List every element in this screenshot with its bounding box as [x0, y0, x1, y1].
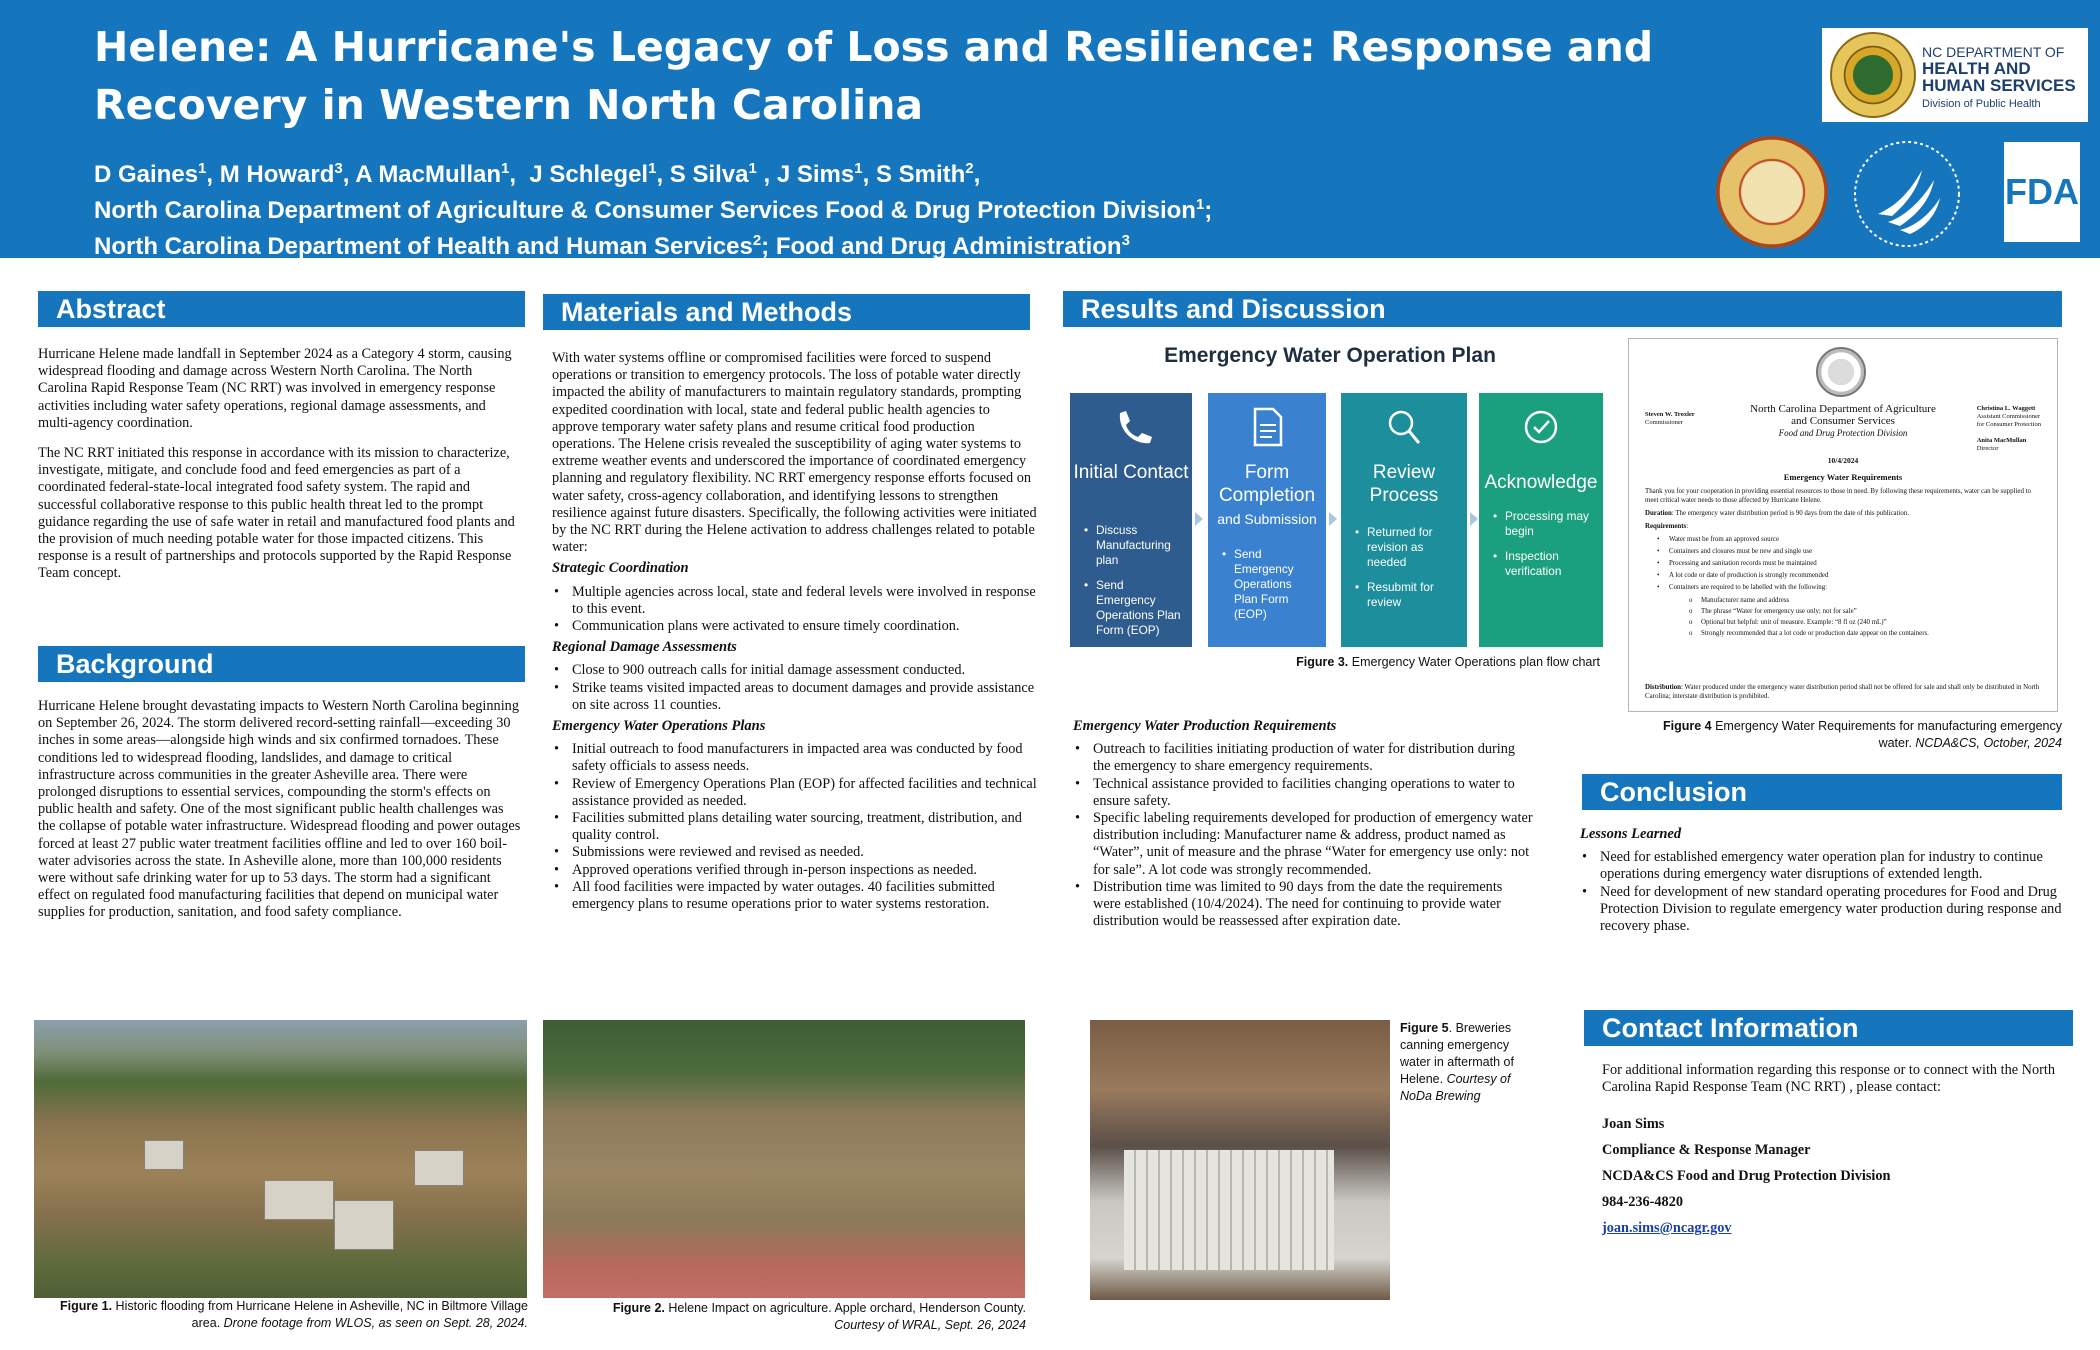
- list-item: • All food facilities were impacted by water outages. 40 facilities submitted emergency plans to resume operations prior to water systems restoration.: [552, 879, 1038, 913]
- logo-text: NC DEPARTMENT OF: [1922, 44, 2065, 60]
- letter-officials: Christina L. Waggett Assistant Commissioner for Consumer Protection Anita MacMullan Director: [1976, 405, 2041, 452]
- letter-commissioner: Steven W. Troxler Commissioner: [1645, 411, 1695, 426]
- figure-2-caption: Figure 2. Helene Impact on agriculture. Apple orchard, Henderson County. Courtesy of WRAL, Sept. 26, 2024: [612, 1301, 1026, 1332]
- ncda-seal-icon: [1716, 136, 1828, 248]
- background-heading: Background: [38, 646, 525, 682]
- author-block: [94, 154, 1694, 262]
- conclusion-text: [1580, 822, 2062, 935]
- author-name: S Silva: [669, 161, 749, 188]
- production-heading: Emergency Water Production Requirements: [1073, 718, 1337, 734]
- list-item: • Communication plans were activated to ensure timely coordination.: [552, 618, 1038, 635]
- letter-distribution: Distribution: Water produced under the emergency water distribution period shall not be offered for sale and shall only be distributed in North Carolina; interstate distribution is prohibited.: [1645, 684, 2040, 700]
- figure-5-caption: Figure 5. Breweries canning emergency water in aftermath of Helene. Courtesy of NoDa Brewing: [1400, 1021, 1514, 1103]
- hhs-eagle-icon: [1848, 136, 1966, 252]
- ncdhhs-logo: [1822, 28, 2088, 122]
- list-item: • Outreach to facilities initiating production of water for distribution during the emergency to share emergency requirements.: [1073, 741, 1533, 775]
- list-item: • Distribution time was limited to 90 days from the date the requirements were established (10/4/2024). The need for continuing to provide water distribution would be reassessed after expiration date.: [1073, 879, 1533, 931]
- orchard-photo: [543, 1020, 1025, 1298]
- contact-name: Joan Sims: [1602, 1116, 1665, 1132]
- list-item: • Multiple agencies across local, state and federal levels were involved in response to this event.: [552, 584, 1038, 618]
- poster-title: Helene: A Hurricane's Legacy of Loss and Resilience: Response and Recovery in Western North Carolina: [94, 23, 1654, 129]
- phone-icon: [1070, 405, 1192, 449]
- damage-assessments-heading: Regional Damage Assessments: [552, 639, 737, 656]
- step-title: Initial Contact: [1073, 462, 1189, 483]
- list-item: • Review of Emergency Operations Plan (EOP) for affected facilities and technical assistance provided as needed.: [552, 776, 1038, 810]
- brewery-photo: [1090, 1020, 1390, 1300]
- list-item: • Approved operations verified through in-person inspections as needed.: [552, 862, 1038, 879]
- list-item: • Need for established emergency water operation plan for industry to continue operations during emergency water disruptions of extended length.: [1580, 849, 2062, 883]
- list-item: • Initial outreach to food manufacturers in impacted area was conducted by food safety officials to assess needs.: [552, 741, 1038, 775]
- list-item: • Need for development of new standard operating procedures for Food and Drug Protection Division to regulate emergency water production during response and recovery phase.: [1580, 884, 2062, 936]
- methods-text: [552, 350, 1038, 913]
- list-item: • Submissions were reviewed and revised as needed.: [552, 844, 1038, 861]
- author-name: J Sims: [776, 161, 855, 188]
- step-title: Review Process: [1369, 462, 1439, 506]
- methods-heading: Materials and Methods: [543, 294, 1030, 330]
- can-pallet-shape: [1124, 1150, 1334, 1270]
- step-title: Acknowledge: [1484, 472, 1598, 493]
- list-item: • Technical assistance provided to facilities changing operations to water to ensure safety.: [1073, 776, 1533, 810]
- building-shape: [264, 1180, 334, 1220]
- check-circle-icon: [1479, 405, 1603, 449]
- flow-arrow: [1470, 512, 1478, 526]
- production-requirements: [1073, 714, 1533, 930]
- list-item: • Strike teams visited impacted areas to document damages and provide assistance on site across 11 counties.: [552, 680, 1038, 714]
- step-items: • Discuss Manufacturing plan • Send Emergency Operations Plan Form (EOP): [1084, 523, 1184, 648]
- abstract-text: [38, 346, 524, 596]
- strategic-coordination-list: [552, 584, 1038, 636]
- figure-1-caption: Figure 1. Historic flooding from Hurricane Helene in Asheville, NC in Biltmore Village area. Drone footage from WLOS, as seen on Sept. 28, 2024.: [59, 1299, 528, 1330]
- author-name: J Schlegel: [529, 161, 649, 188]
- abstract-heading: Abstract: [38, 291, 525, 327]
- step-items: • Returned for revision as needed • Resubmit for review: [1355, 525, 1459, 620]
- results-heading: Results and Discussion: [1063, 291, 2062, 327]
- building-shape: [334, 1200, 394, 1250]
- contact-email-link[interactable]: joan.sims@ncagr.gov: [1602, 1220, 1732, 1236]
- flow-step-review-process: [1341, 393, 1467, 647]
- step-items: • Send Emergency Operations Plan Form (EOP): [1222, 547, 1318, 632]
- background-paragraph: Hurricane Helene brought devastating impacts to Western North Carolina beginning on September 26, 2024. The storm delivered record-setting rainfall—exceeding 30 inches in some areas—alongside high winds and six confirmed tornadoes. These conditions led to widespread flooding, landslides, and damage to critical infrastructure across communities in the greater Asheville area. There were prolonged disruptions to essential services, compounding the storm's effects on public health and safety. One of the most significant public health challenges was the collapse of potable water infrastructure. Widespread flooding and power outages forced at least 27 public water treatment facilities offline and led to over 160 boil-water advisories across the state. In Asheville alone, more than 100,000 residents were without safe drinking water for up to 53 days. The storm had a significant effect on regulated food manufacturing facilities that depend on municipal water supplies for production, sanitation, and food safety compliance.: [38, 698, 521, 921]
- lessons-list: [1580, 849, 2062, 935]
- author-name: D Gaines: [94, 161, 199, 188]
- contact-phone: 984-236-4820: [1602, 1194, 1684, 1210]
- search-icon: [1341, 405, 1467, 449]
- figure-3-caption: Figure 3. Emergency Water Operations plan flow chart: [1296, 655, 1600, 669]
- flood-photo: [34, 1020, 527, 1298]
- operations-plans-list: [552, 741, 1038, 913]
- lessons-learned-heading: Lessons Learned: [1580, 826, 1682, 842]
- logo-text: Division of Public Health: [1922, 98, 2041, 110]
- step-title: Form Completion and Submission: [1217, 462, 1317, 527]
- flow-step-initial-contact: [1070, 393, 1192, 647]
- ncda-letterhead-seal-icon: [1816, 347, 1866, 397]
- author-name: A MacMullan: [355, 161, 501, 188]
- damage-assessments-list: [552, 662, 1038, 714]
- step-items: • Processing may begin • Inspection verification: [1493, 509, 1595, 589]
- author-name: M Howard: [219, 161, 335, 188]
- methods-intro: With water systems offline or compromised facilities were forced to suspend operations or transition to emergency protocols. The loss of potable water directly impacted the ability of manufacturers to maintain regulatory standards, prompting expedited coordination with local, state and federal public health agencies to approve temporary water safety plans and resume critical food production operations. The Helene crisis revealed the susceptibility of aging water systems to extreme weather events and underscored the importance of coordinated emergency planning and regulatory flexibility. NC RRT emergency response efforts focused on water safety, cross-agency collaboration, and identifying lessons to strengthen resilience against future disasters. Specifically, the following activities were initiated by the NC RRT during the Helene activation to address challenges related to potable water:: [552, 350, 1037, 556]
- document-icon: [1208, 405, 1326, 449]
- list-item: • Facilities submitted plans detailing water sourcing, treatment, distribution, and quality control.: [552, 810, 1038, 844]
- flow-step-form-completion: [1208, 393, 1326, 647]
- contact-block: [1602, 1062, 2072, 1237]
- abstract-paragraph: The NC RRT initiated this response in accordance with its mission to characterize, investigate, mitigate, and conclude food and feed emergencies as part of a coordinated federal-state-local integrated food safety system. The rapid and successful collaborative response to this public health threat led to the prompt guidance regarding the use of safe water in retail and manufactured food plants and the provision of much needing potable water for those impacted citizens. This response is a result of partnerships and protocols supported by the Rapid Response Team concept.: [38, 445, 515, 582]
- contact-heading: Contact Information: [1584, 1010, 2073, 1046]
- fda-logo: FDA: [2004, 142, 2080, 242]
- affiliation-line-1: North Carolina Department of Agriculture & Consumer Services Food & Drug Protection Division$^1$;: [94, 196, 1213, 224]
- author-list: D Gaines$^1$, M Howard$^3$, A MacMullan$^1$, J Schlegel$^1$, S Silva$^1$ , J Sims$^1$, S Smith$^2$,: [94, 160, 981, 188]
- nc-state-seal-icon: [1830, 32, 1916, 118]
- flow-arrow: [1329, 512, 1337, 526]
- poster-header: [0, 0, 2100, 258]
- flow-arrow: [1195, 512, 1203, 526]
- strategic-coordination-heading: Strategic Coordination: [552, 560, 689, 577]
- logo-text: HEALTH AND HUMAN SERVICES: [1922, 59, 2076, 95]
- letter-body: Thank you for your cooperation in providing essential resources to those in need. By following these requirements, water can be supplied to meet critical water needs to those affected by Hurricane Helene. Duration: The emergency water distribution period is 90 days from the date of this publication. Requirements: • Water must be from an approved source • Containers and closures must be new and single use • Processing and sanitation records must be maintained • A lot code or date of production is strongly recommended • Containers are required to be labelled with the following: o Manufacturer name and address o The phrase “Water for emergency use only; not for sale” o Optional but helpful: unit of measure. Example: “8 fl oz (240 mL)” o Strongly recommended that a lot code or production date appear on the containers.: [1645, 487, 2043, 642]
- operations-plans-heading: Emergency Water Operations Plans: [552, 718, 766, 735]
- emergency-water-requirements-letter: [1628, 338, 2058, 712]
- author-name: S Smith: [875, 161, 966, 188]
- conclusion-heading: Conclusion: [1582, 774, 2062, 810]
- flow-step-acknowledge: [1479, 393, 1603, 647]
- production-list: [1073, 741, 1533, 930]
- contact-intro: For additional information regarding this response or to connect with the North Carolina Rapid Response Team (NC RRT) , please contact:: [1602, 1062, 2056, 1095]
- letter-title: Emergency Water Requirements: [1783, 472, 1903, 482]
- affiliation-line-2: North Carolina Department of Health and Human Services$^2$; Food and Drug Administration$^3$: [94, 232, 1130, 260]
- building-shape: [414, 1150, 464, 1186]
- contact-title: Compliance & Response Manager: [1602, 1142, 1811, 1158]
- list-item: • Close to 900 outreach calls for initial damage assessment conducted.: [552, 662, 1038, 679]
- list-item: • Specific labeling requirements developed for production of emergency water distribution including: Manufacturer name & address, product named as “Water”, unit of measure and the phrase “Water for emergency use only: not for sale”. A lot code was strongly recommended.: [1073, 810, 1533, 879]
- background-text: [38, 698, 524, 935]
- letterhead: North Carolina Department of Agriculture and Consumer Services Food and Drug Protection Division: [1750, 403, 1936, 438]
- figure-4-caption: Figure 4 Emergency Water Requirements for manufacturing emergency water. NCDA&CS, October, 2024: [1662, 719, 2062, 750]
- letter-date: 10/4/2024: [1827, 456, 1859, 465]
- building-shape: [144, 1140, 184, 1170]
- abstract-paragraph: Hurricane Helene made landfall in September 2024 as a Category 4 storm, causing widespread flooding and damage across Western North Carolina. The North Carolina Rapid Response Team (NC RRT) was involved in emergency response activities including water safety operations, regional damage assessments, and multi-agency coordination.: [38, 346, 512, 431]
- contact-org: NCDA&CS Food and Drug Protection Division: [1602, 1168, 1891, 1184]
- flowchart-title: Emergency Water Operation Plan: [1164, 344, 1496, 367]
